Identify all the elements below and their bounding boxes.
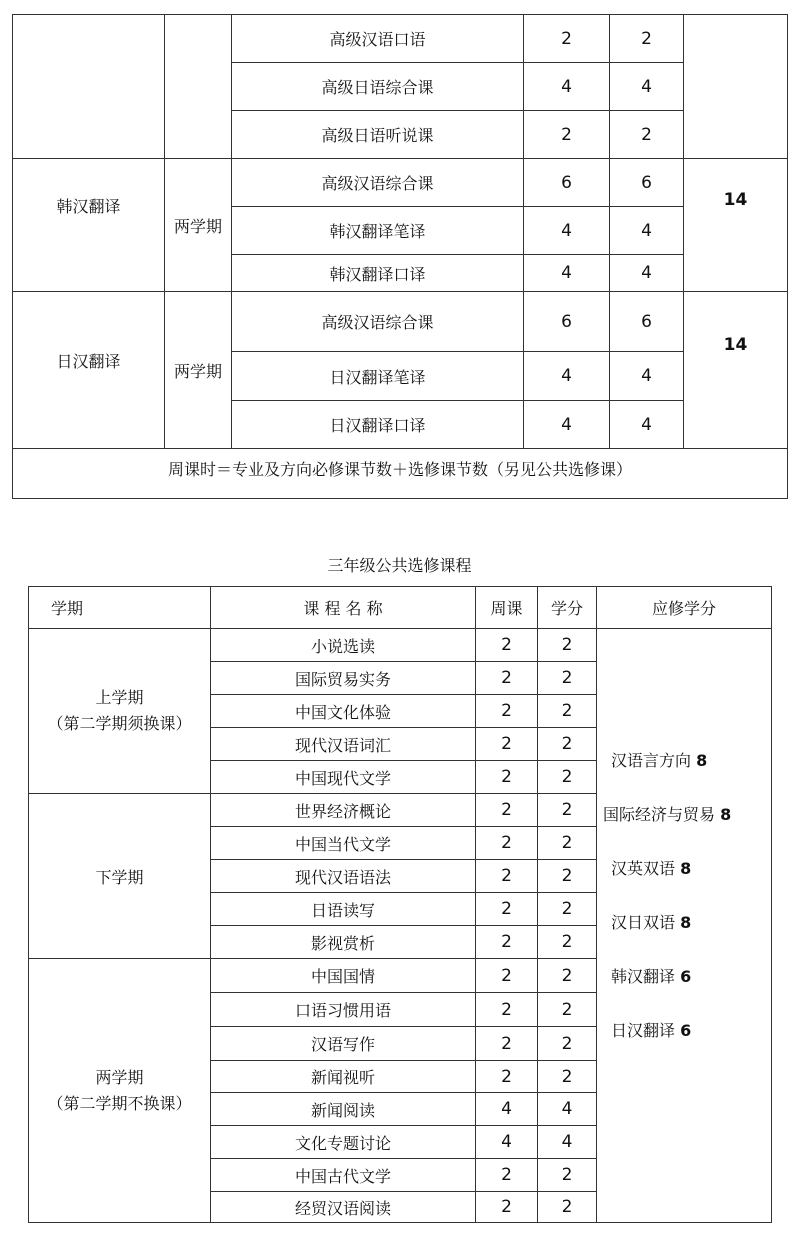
- header-weekly: 周课: [476, 587, 538, 629]
- major-course-table: [12, 14, 788, 499]
- weekly-hours: 2: [476, 728, 538, 761]
- course-name: 新闻视听: [211, 1061, 476, 1093]
- required-item: 汉日双语 8: [611, 912, 692, 932]
- credits: 4: [610, 352, 684, 401]
- term-cell: [29, 629, 211, 794]
- weekly-hours: 2: [476, 993, 538, 1027]
- course-name: 高级日语听说课: [232, 111, 524, 159]
- course-name: 高级汉语口语: [232, 15, 524, 63]
- table-row: [13, 15, 788, 63]
- total-hours: 14: [684, 159, 788, 292]
- course-name: 中国当代文学: [211, 827, 476, 860]
- weekly-hours: 2: [476, 662, 538, 695]
- direction-cell: [13, 15, 165, 159]
- weekly-hours: 6: [524, 292, 610, 352]
- credits: 2: [538, 1159, 597, 1192]
- table-row: [13, 292, 788, 352]
- course-name: 文化专题讨论: [211, 1126, 476, 1159]
- table-row: [13, 449, 788, 499]
- elective-course-table: [28, 586, 772, 1223]
- course-name: 新闻阅读: [211, 1093, 476, 1126]
- course-name: 现代汉语词汇: [211, 728, 476, 761]
- course-name: 高级汉语综合课: [232, 159, 524, 207]
- course-name: 国际贸易实务: [211, 662, 476, 695]
- course-name: 高级日语综合课: [232, 63, 524, 111]
- credits: 2: [610, 111, 684, 159]
- direction-cell: 韩汉翻译: [13, 159, 165, 292]
- credits: 6: [610, 159, 684, 207]
- weekly-hours: 4: [524, 207, 610, 255]
- weekly-hours: 2: [476, 926, 538, 959]
- weekly-hours: 2: [476, 695, 538, 728]
- weekly-hours: 2: [476, 1192, 538, 1223]
- header-credit: 学分: [538, 587, 597, 629]
- weekly-hours: 2: [476, 959, 538, 993]
- weekly-hours: 4: [524, 63, 610, 111]
- course-name: 世界经济概论: [211, 794, 476, 827]
- table-row: [13, 159, 788, 207]
- course-name: 日汉翻译笔译: [232, 352, 524, 401]
- course-name: 经贸汉语阅读: [211, 1192, 476, 1223]
- credits: 2: [538, 728, 597, 761]
- term-label: 两学期: [95, 1067, 144, 1087]
- credits: 2: [538, 761, 597, 794]
- weekly-hours: 2: [476, 761, 538, 794]
- weekly-hours: 2: [524, 111, 610, 159]
- credits: 2: [538, 926, 597, 959]
- credits: 4: [610, 401, 684, 449]
- credits: 2: [538, 959, 597, 993]
- term-label: 上学期: [95, 688, 144, 707]
- credits: 6: [610, 292, 684, 352]
- course-name: 影视赏析: [211, 926, 476, 959]
- credits: 2: [538, 1192, 597, 1223]
- weekly-hours: 4: [524, 401, 610, 449]
- course-name: 汉语写作: [211, 1027, 476, 1061]
- required-item: 汉语言方向 8: [611, 750, 708, 770]
- required-item: 韩汉翻译 6: [611, 966, 692, 986]
- header-course: 课 程 名 称: [211, 587, 476, 629]
- weekly-hours: 2: [476, 1027, 538, 1061]
- course-name: 日语读写: [211, 893, 476, 926]
- table-row: [29, 629, 772, 662]
- weekly-hours: 2: [476, 860, 538, 893]
- total-hours: 14: [684, 292, 788, 449]
- credits: 2: [538, 695, 597, 728]
- weekly-hours: 2: [476, 629, 538, 662]
- weekly-hours: 4: [524, 352, 610, 401]
- course-name: 中国文化体验: [211, 695, 476, 728]
- credits: 4: [538, 1093, 597, 1126]
- table-header-row: [29, 587, 772, 629]
- credits: 2: [610, 15, 684, 63]
- course-name: 日汉翻译口译: [232, 401, 524, 449]
- course-name: 中国国情: [211, 959, 476, 993]
- credits: 4: [538, 1126, 597, 1159]
- term-cell: [29, 794, 211, 959]
- required-item: 日汉翻译 6: [611, 1020, 692, 1040]
- header-term: 学期: [29, 587, 211, 629]
- weekly-hours: 4: [476, 1093, 538, 1126]
- course-name: 韩汉翻译口译: [232, 255, 524, 292]
- term-cell: 两学期: [165, 159, 232, 292]
- weekly-hours: 4: [476, 1126, 538, 1159]
- credits: 2: [538, 993, 597, 1027]
- table-title: 三年级公共选修课程: [327, 556, 472, 575]
- course-name: 现代汉语语法: [211, 860, 476, 893]
- course-name: 小说选读: [211, 629, 476, 662]
- credits: 2: [538, 629, 597, 662]
- weekly-hours: 2: [476, 1061, 538, 1093]
- credits: 2: [538, 1061, 597, 1093]
- weekly-hours: 2: [524, 15, 610, 63]
- direction-cell: 日汉翻译: [13, 292, 165, 449]
- course-name: 中国古代文学: [211, 1159, 476, 1192]
- required-item: 汉英双语 8: [611, 858, 692, 878]
- footnote: 周课时＝专业及方向必修课节数＋选修课节数（另见公共选修课）: [13, 449, 788, 499]
- term-label: 下学期: [95, 867, 144, 887]
- header-required: 应修学分: [597, 587, 772, 629]
- course-name: 高级汉语综合课: [232, 292, 524, 352]
- weekly-hours: 2: [476, 794, 538, 827]
- weekly-hours: 2: [476, 827, 538, 860]
- term-note: （第二学期不换课）: [47, 1093, 192, 1113]
- weekly-hours: 2: [476, 1159, 538, 1192]
- credits: 2: [538, 662, 597, 695]
- term-cell: 两学期: [165, 292, 232, 449]
- required-item: 国际经济与贸易 8: [603, 804, 732, 824]
- credits: 2: [538, 893, 597, 926]
- credits: 2: [538, 1027, 597, 1061]
- required-credits: [597, 629, 772, 1223]
- credits: 2: [538, 794, 597, 827]
- term-cell: [165, 15, 232, 159]
- credits: 4: [610, 255, 684, 292]
- credits: 4: [610, 207, 684, 255]
- credits: 2: [538, 827, 597, 860]
- term-cell: [29, 959, 211, 1223]
- course-name: 中国现代文学: [211, 761, 476, 794]
- term-note: （第二学期须换课）: [47, 714, 192, 733]
- weekly-hours: 4: [524, 255, 610, 292]
- credits: 4: [610, 63, 684, 111]
- weekly-hours: 6: [524, 159, 610, 207]
- weekly-hours: 2: [476, 893, 538, 926]
- course-name: 韩汉翻译笔译: [232, 207, 524, 255]
- total-cell: [684, 15, 788, 159]
- credits: 2: [538, 860, 597, 893]
- course-name: 口语习惯用语: [211, 993, 476, 1027]
